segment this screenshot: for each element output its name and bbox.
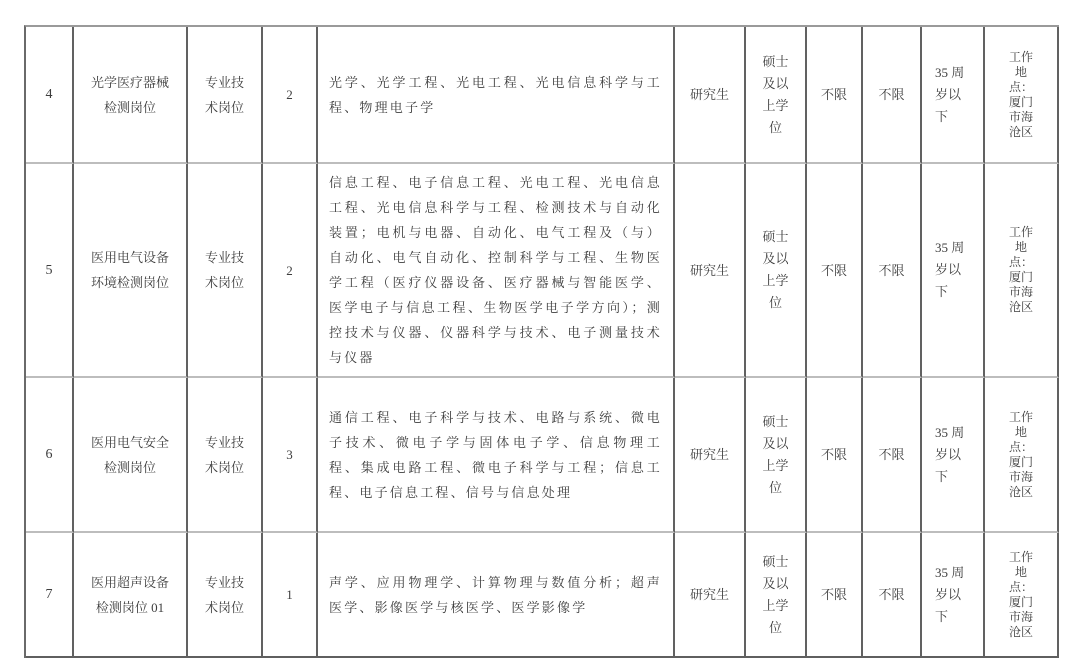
cell-education: 研究生 (675, 27, 746, 164)
cell-limit-2: 不限 (863, 164, 922, 378)
work-location-text: 工作地点：厦门市海沧区 (1008, 49, 1033, 139)
cell-degree (746, 27, 807, 164)
cell-position-category (188, 27, 263, 164)
position-category-text: 专业技术岗位 (204, 250, 244, 290)
work-location-text: 工作地点：厦门市海沧区 (1008, 409, 1033, 499)
job-positions-table (24, 25, 1059, 658)
cell-limit-2: 不限 (863, 27, 922, 164)
age-limit-text: 35 周岁以下 (934, 564, 965, 624)
cell-work-location (985, 533, 1059, 658)
cell-position-category (188, 164, 263, 378)
cell-limit-2: 不限 (863, 378, 922, 533)
cell-serial: 5 (26, 164, 74, 378)
cell-serial: 6 (26, 378, 74, 533)
cell-education: 研究生 (675, 164, 746, 378)
position-name-text: 医用超声设备检测岗位 01 (90, 574, 169, 615)
table-row (26, 164, 1059, 378)
cell-headcount: 2 (263, 164, 318, 378)
degree-text: 硕士及以上学位 (762, 229, 789, 310)
cell-education: 研究生 (675, 378, 746, 533)
cell-position-category (188, 533, 263, 658)
cell-majors: 信息工程、电子信息工程、光电工程、光电信息工程、光电信息科学与工程、检测技术与自动化装置；电机与电器、自动化、电气工程及（与）自动化、电气自动化、控制科学与工程、生物医学工程（医疗仪器设备、医疗器械与智能医学、医学电子与信息工程、生物医学电子学方向）；测控技术与仪器、仪器科学与技术、电子测量技术与仪器 (318, 164, 675, 378)
table-row (26, 27, 1059, 164)
cell-majors: 光学、光学工程、光电工程、光电信息科学与工程、物理电子学 (318, 27, 675, 164)
cell-age-limit (922, 27, 985, 164)
cell-degree (746, 164, 807, 378)
cell-work-location (985, 164, 1059, 378)
table-row (26, 378, 1059, 533)
cell-majors: 通信工程、电子科学与技术、电路与系统、微电子技术、微电子学与固体电子学、信息物理工程、集成电路工程、微电子科学与工程；信息工程、电子信息工程、信号与信息处理 (318, 378, 675, 533)
age-limit-text: 35 周岁以下 (934, 424, 965, 484)
table-row (26, 533, 1059, 658)
cell-serial: 4 (26, 27, 74, 164)
cell-age-limit (922, 533, 985, 658)
cell-limit-1: 不限 (807, 378, 863, 533)
position-category-text: 专业技术岗位 (204, 74, 244, 115)
cell-limit-1: 不限 (807, 27, 863, 164)
cell-limit-1: 不限 (807, 533, 863, 658)
cell-work-location (985, 378, 1059, 533)
cell-work-location (985, 27, 1059, 164)
age-limit-text: 35 周岁以下 (934, 64, 965, 124)
cell-position-category (188, 378, 263, 533)
degree-text: 硕士及以上学位 (762, 413, 789, 495)
cell-position-name (74, 164, 188, 378)
work-location-text: 工作地点：厦门市海沧区 (1008, 549, 1033, 639)
position-name-text: 光学医疗器械检测岗位 (90, 74, 169, 115)
cell-headcount: 3 (263, 378, 318, 533)
cell-serial: 7 (26, 533, 74, 658)
cell-limit-1: 不限 (807, 164, 863, 378)
degree-text: 硕士及以上学位 (762, 53, 789, 135)
position-name-text: 医用电气设备环境检测岗位 (90, 250, 169, 290)
cell-position-name (74, 378, 188, 533)
cell-age-limit (922, 164, 985, 378)
cell-degree (746, 533, 807, 658)
cell-degree (746, 378, 807, 533)
cell-education: 研究生 (675, 533, 746, 658)
cell-majors: 声学、应用物理学、计算物理与数值分析；超声医学、影像医学与核医学、医学影像学 (318, 533, 675, 658)
age-limit-text: 35 周岁以下 (934, 240, 965, 299)
position-name-text: 医用电气安全检测岗位 (90, 434, 169, 475)
cell-position-name (74, 533, 188, 658)
cell-age-limit (922, 378, 985, 533)
position-category-text: 专业技术岗位 (204, 574, 244, 615)
cell-position-name (74, 27, 188, 164)
cell-limit-2: 不限 (863, 533, 922, 658)
degree-text: 硕士及以上学位 (762, 553, 789, 635)
cell-headcount: 2 (263, 27, 318, 164)
position-category-text: 专业技术岗位 (204, 434, 244, 475)
work-location-text: 工作地点：厦门市海沧区 (1008, 225, 1033, 314)
cell-headcount: 1 (263, 533, 318, 658)
